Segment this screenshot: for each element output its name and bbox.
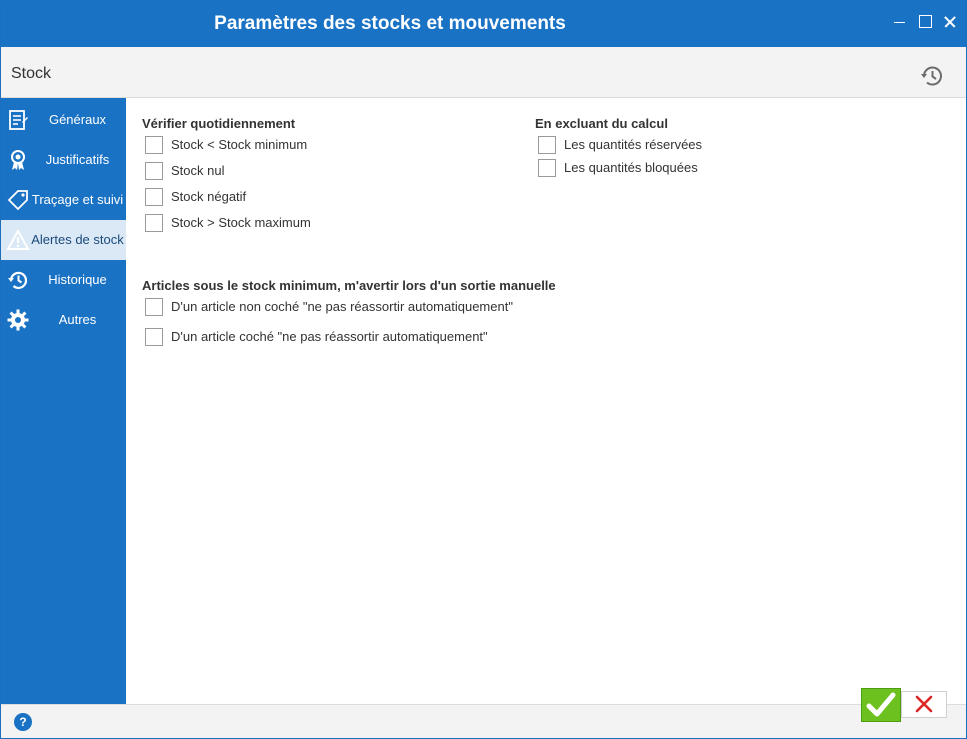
checkbox-label: Stock > Stock maximum xyxy=(171,215,311,230)
warn-group-title: Articles sous le stock minimum, m'avertir lors d'un sortie manuelle xyxy=(142,278,556,293)
checkbox-stock-max[interactable] xyxy=(145,213,445,233)
sidebar-item-label: Autres xyxy=(58,312,97,327)
exclude-group-title: En excluant du calcul xyxy=(535,116,668,131)
sidebar-item-label: Historique xyxy=(48,272,107,287)
title-bar xyxy=(1,1,966,47)
warning-icon xyxy=(6,228,30,252)
award-ribbon-icon xyxy=(6,148,30,172)
sidebar-item-label: Alertes de stock xyxy=(31,232,124,247)
checkbox-stock-negatif[interactable] xyxy=(145,187,445,207)
checkbox-quantites-reservees[interactable] xyxy=(538,135,838,155)
checkbox-box[interactable] xyxy=(145,328,163,346)
checkbox-label: Les quantités réservées xyxy=(564,137,703,152)
help-icon[interactable]: ? xyxy=(14,713,32,731)
sidebar-item-alertes[interactable] xyxy=(1,220,126,260)
checkbox-article-non-coche[interactable] xyxy=(145,297,565,317)
sidebar xyxy=(1,98,126,704)
sidebar-item-label: Traçage et suivi xyxy=(31,192,124,207)
checkbox-label: D'un article non coché "ne pas réassortir automatiquement" xyxy=(171,299,513,314)
sidebar-item-label: Généraux xyxy=(48,112,107,127)
close-icon xyxy=(902,692,946,717)
sidebar-item-tracage[interactable] xyxy=(1,180,126,220)
minimize-button[interactable] xyxy=(889,11,911,33)
history-button[interactable] xyxy=(919,63,945,89)
ok-button[interactable] xyxy=(861,688,901,722)
sidebar-item-historique[interactable] xyxy=(1,260,126,300)
checkbox-box[interactable] xyxy=(538,136,556,154)
history-icon xyxy=(6,268,30,292)
checkbox-box[interactable] xyxy=(145,298,163,316)
document-icon xyxy=(6,108,30,132)
verify-group-title: Vérifier quotidiennement xyxy=(142,116,296,131)
checkbox-label: D'un article coché "ne pas réassortir automatiquement" xyxy=(171,329,488,344)
tag-icon xyxy=(6,188,30,212)
checkbox-box[interactable] xyxy=(145,214,163,232)
checkbox-box[interactable] xyxy=(145,162,163,180)
checkbox-box[interactable] xyxy=(145,188,163,206)
checkbox-label: Stock nul xyxy=(171,163,225,178)
checkbox-label: Les quantités bloquées xyxy=(564,160,698,175)
sidebar-item-generaux[interactable] xyxy=(1,100,126,140)
sidebar-item-label: Justificatifs xyxy=(45,152,110,167)
checkbox-quantites-bloquees[interactable] xyxy=(538,158,838,178)
checkbox-stock-nul[interactable] xyxy=(145,161,445,181)
checkbox-label: Stock négatif xyxy=(171,189,247,204)
checkbox-article-coche[interactable] xyxy=(145,327,565,347)
footer-bar xyxy=(1,704,966,738)
window-title: Paramètres des stocks et mouvements xyxy=(214,13,566,34)
sidebar-item-autres[interactable] xyxy=(1,300,126,340)
checkbox-box[interactable] xyxy=(538,159,556,177)
checkbox-stock-min[interactable] xyxy=(145,135,445,155)
checkmark-icon xyxy=(862,689,900,721)
sidebar-item-justificatifs[interactable] xyxy=(1,140,126,180)
checkbox-label: Stock < Stock minimum xyxy=(171,137,308,152)
gear-icon xyxy=(6,308,30,332)
maximize-button[interactable] xyxy=(914,11,936,33)
section-title: Stock xyxy=(11,65,52,82)
history-icon xyxy=(919,63,945,89)
checkbox-box[interactable] xyxy=(145,136,163,154)
section-header xyxy=(1,47,966,98)
close-button[interactable] xyxy=(939,11,961,33)
cancel-button[interactable] xyxy=(901,691,947,718)
